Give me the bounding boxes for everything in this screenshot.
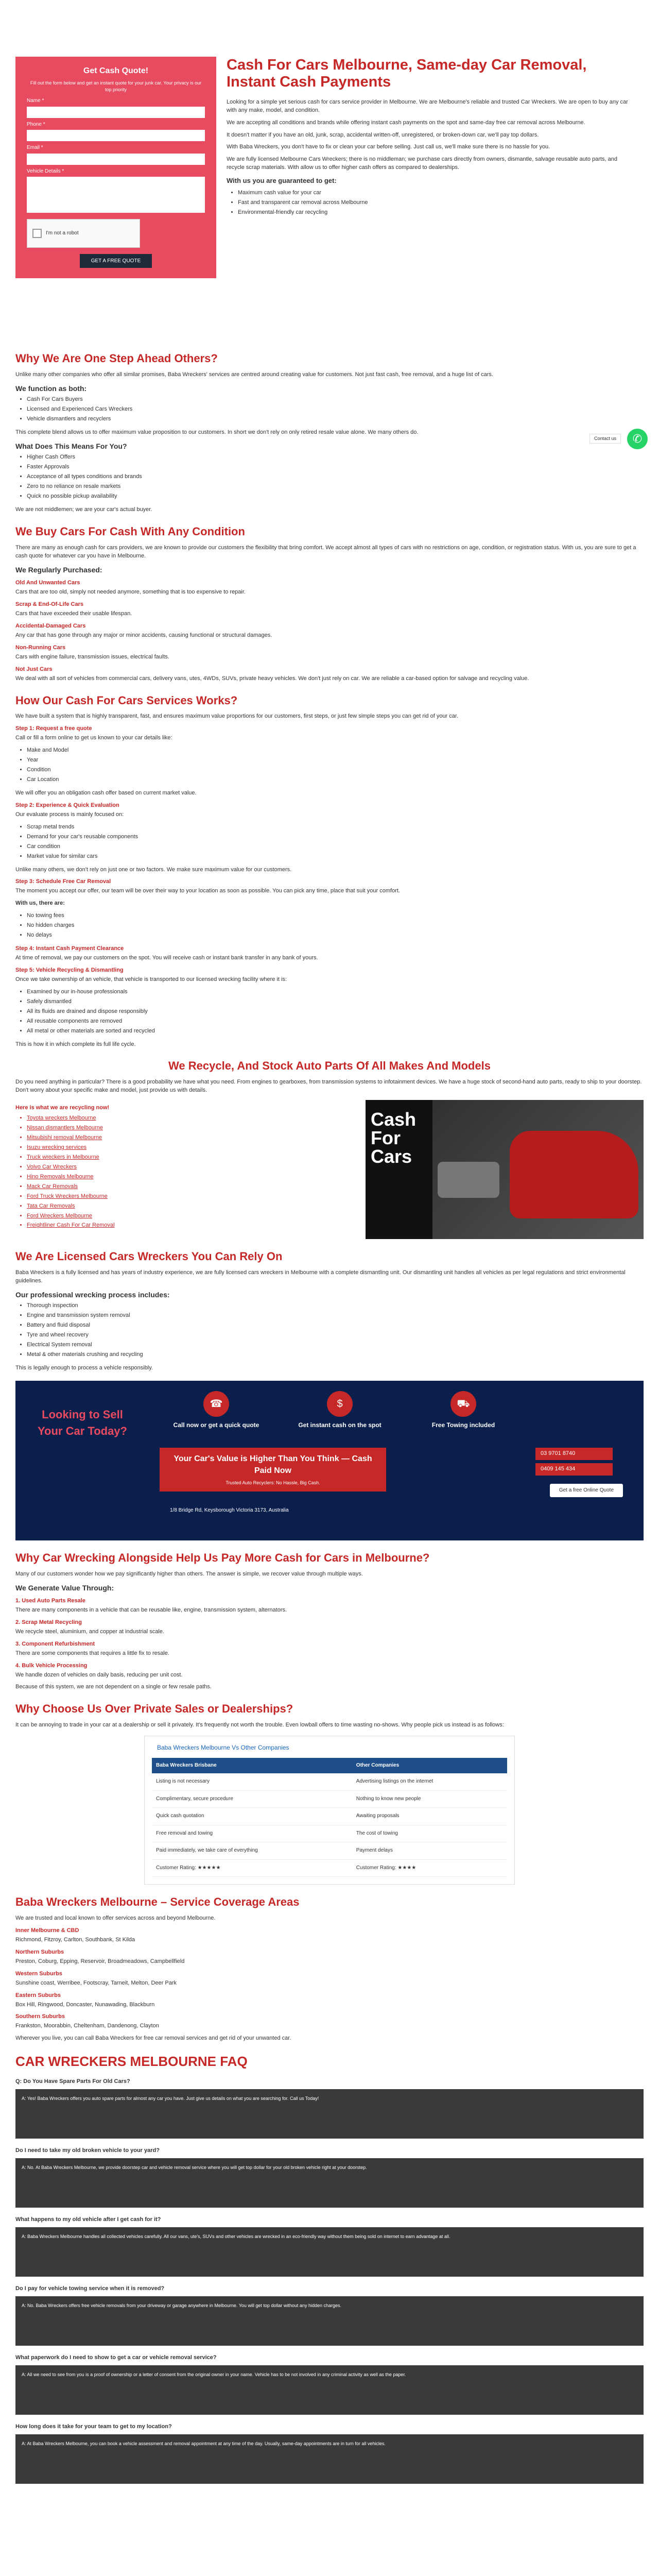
action-label: Call now or get a quick quote bbox=[173, 1421, 259, 1429]
faq-question[interactable]: What paperwork do I need to show to get a car or vehicle removal service? bbox=[15, 2354, 217, 2361]
list-item: • Car condition bbox=[27, 843, 644, 851]
list-item: • Safely dismantled bbox=[27, 998, 644, 1006]
table-cell: Nothing to know new people bbox=[352, 1790, 507, 1808]
brand-link[interactable]: • Hino Removals Melbourne bbox=[27, 1173, 355, 1181]
section-ahead bbox=[15, 350, 644, 514]
hero-p1: Looking for a simple yet serious cash for cars service provider in Melbourne. We are Melbourne's reliable and trusted Car Wreckers. We are open to buy any car with any make, model, and condition. bbox=[227, 98, 628, 113]
section-pay-more bbox=[15, 1550, 644, 1692]
list-item: • All its fluids are drained and dispose responsibly bbox=[27, 1008, 644, 1016]
guarantee-heading: With us you are guaranteed to get: bbox=[227, 177, 337, 185]
table-row bbox=[152, 1790, 507, 1808]
brand-link[interactable]: • Ford Truck Wreckers Melbourne bbox=[27, 1193, 355, 1201]
section-text: It can be annoying to trade in your car at a dealership or sell it privately. It's frequently not worth the trouble. Even lowball offers to time wasting no-shows. Why people pick us instead is as follows: bbox=[15, 1722, 504, 1728]
faq-question[interactable]: How long does it take for your team to get to my location? bbox=[15, 2423, 172, 2430]
section-any-condition bbox=[15, 523, 644, 683]
section-text: Wherever you live, you can call Baba Wreckers for free car removal services and get rid of your unwanted car. bbox=[15, 2035, 291, 2042]
item-title: 1. Used Auto Parts Resale bbox=[15, 1597, 85, 1604]
step-title: Step 1: Request a free quote bbox=[15, 725, 92, 732]
subheading: Our professional wrecking process includes: bbox=[15, 1291, 170, 1299]
brand-link[interactable]: • Tata Car Removals bbox=[27, 1202, 355, 1211]
item-title: Not Just Cars bbox=[15, 666, 53, 672]
area-title: Inner Melbourne & CBD bbox=[15, 1927, 79, 1934]
faq-answer: A: At Baba Wreckers Melbourne, you can book a vehicle assessment and removal appointment at any time of the day. Usually, same-day appointments are in turn for all vehicles. bbox=[15, 2434, 644, 2484]
list-item: • Vehicle dismantlers and recyclers bbox=[27, 415, 644, 423]
captcha-label: I'm not a robot bbox=[46, 230, 79, 236]
mobile-link[interactable]: 0409 145 434 bbox=[535, 1463, 613, 1476]
section-title: Why We Are One Step Ahead Others? bbox=[15, 352, 218, 365]
section-licensed bbox=[15, 1248, 644, 1372]
item-title: 4. Bulk Vehicle Processing bbox=[15, 1662, 88, 1669]
step-after: This is how it in which complete its full life cycle. bbox=[15, 1041, 136, 1047]
faq-answer: A: All we need to see from you is a proof of ownership or a letter of consent from the original owner in your name. Vehicle has to be not involved in any criminal activity as well as the paper. bbox=[15, 2365, 644, 2415]
hero-p4: With Baba Wreckers, you don't have to fix or clean your car before selling. Just call us, we'll make sure there is no hassle for you. bbox=[227, 144, 550, 150]
list-item: • Zero to no reliance on resale markets bbox=[27, 483, 644, 491]
section-coverage bbox=[15, 1894, 644, 2043]
table-caption: Baba Wreckers Melbourne Vs Other Companies bbox=[157, 1744, 289, 1752]
list-item: • Metal & other materials crushing and recycling bbox=[27, 1351, 644, 1359]
faq-question[interactable]: Do I pay for vehicle towing service when it is removed? bbox=[15, 2285, 165, 2292]
faq-answer: A: Baba Wreckers Melbourne handles all collected vehicles carefully. All our vans, ute's, SUVs and other vehicles are wrecked in an eco-friendly way without them being sold on internet to earn advantage at all. bbox=[15, 2227, 644, 2277]
item-text: There are many components in a vehicle that can be reusable like, engine, transmission system, alternators. bbox=[15, 1606, 287, 1613]
item-text: We handle dozen of vehicles on daily basis, reducing per unit cost. bbox=[15, 1671, 183, 1678]
area-text: Richmond, Fitzroy, Carlton, Southbank, St Kilda bbox=[15, 1936, 135, 1943]
area-title: Northern Suburbs bbox=[15, 1948, 64, 1955]
online-quote-button[interactable]: Get a free Online Quote bbox=[550, 1484, 623, 1498]
table-cell: Listing is not necessary bbox=[152, 1773, 352, 1790]
section-text: Because of this system, we are not dependent on a single or few resale paths. bbox=[15, 1684, 212, 1690]
item-text: Cars that have exceeded their usable lifespan. bbox=[15, 610, 132, 617]
section-choose-us bbox=[15, 1701, 644, 1885]
subheading: What Does This Means For You? bbox=[15, 442, 127, 451]
faq-title: CAR WRECKERS MELBOURNE FAQ bbox=[15, 2054, 248, 2070]
brand-link[interactable]: • Isuzu wrecking services bbox=[27, 1144, 355, 1152]
hero-p3: It doesn't matter if you have an old, junk, scrap, accidental written-off, unregistered, or broken-down car, we'll pay top dollars. bbox=[227, 131, 539, 138]
item-text: Cars that are too old, simply not needed anymore, something that is too expensive to repair. bbox=[15, 589, 246, 596]
table-cell: Advertising listings on the internet bbox=[352, 1773, 507, 1790]
list-item: • Acceptance of all types conditions and brands bbox=[27, 473, 644, 481]
step-after: Unlike many others, we don't rely on just one or two factors. We make sure maximum value for our customers. bbox=[15, 866, 292, 873]
item-text: Any car that has gone through any major or minor accidents, causing functional or structural damages. bbox=[15, 632, 272, 638]
list-item: • All reusable components are removed bbox=[27, 1018, 644, 1026]
brand-link[interactable]: • Toyota wreckers Melbourne bbox=[27, 1114, 355, 1123]
section-text: Unlike many other companies who offer all similar promises, Baba Wreckers' services are centred around creating value for customers. Not just fast cash, free removal, and a huge list of cars. bbox=[15, 371, 493, 378]
list-item: • Examined by our in-house professionals bbox=[27, 988, 644, 996]
table-cell: Awaiting proposals bbox=[352, 1808, 507, 1825]
submit-button[interactable]: GET A FREE QUOTE bbox=[80, 254, 152, 268]
banner-heading: Looking to Sell Your Car Today? bbox=[38, 1408, 127, 1437]
section-text: Do you need anything in particular? There is a good probability we have what you need. From engines to gearboxes, from transmission systems to infotainment devices. We have a huge stock of second-hand auto parts, ready to ship to your doorstep. Don't worry about your specific make and model, just provide us with details. bbox=[15, 1079, 642, 1094]
area-title: Southern Suburbs bbox=[15, 2013, 65, 2020]
phone-label: Phone * bbox=[27, 121, 45, 127]
table-row bbox=[152, 1842, 507, 1860]
vehicle-label: Vehicle Details * bbox=[27, 168, 64, 174]
area-text: Frankston, Moorabbin, Cheltenham, Dandenong, Clayton bbox=[15, 2023, 159, 2029]
item-text: We recycle steel, aluminium, and copper at industrial scale. bbox=[15, 1628, 164, 1635]
section-text: We are not middlemen; we are your car's actual buyer. bbox=[15, 506, 152, 513]
list-item: • Quick no possible pickup availability bbox=[27, 493, 644, 501]
section-text: Baba Wreckers is a fully licensed and has years of industry experience, we are fully licensed cars wreckers in Melbourne with a complete dismantling unit. Our dismantling unit handles all vehicles as per legal regulations and strict environmental guidelines. bbox=[15, 1269, 626, 1284]
section-title: Why Choose Us Over Private Sales or Dealerships? bbox=[15, 1702, 293, 1716]
faq-question[interactable]: Do I need to take my old broken vehicle to your yard? bbox=[15, 2147, 160, 2154]
subheading: We Generate Value Through: bbox=[15, 1583, 114, 1592]
list-item: • Cash For Cars Buyers bbox=[27, 396, 644, 404]
step-after: We will offer you an obligation cash offer based on current market value. bbox=[15, 789, 197, 796]
value-heading: Your Car's Value is Higher Than You Think — Cash Paid Now bbox=[174, 1454, 372, 1476]
form-title: Get Cash Quote! bbox=[83, 66, 149, 75]
phone-link[interactable]: 03 9701 8740 bbox=[535, 1448, 613, 1460]
form-note: Fill out the form below and get an instant quote for your junk car. Your privacy is our top priority bbox=[30, 80, 202, 93]
action-label: Free Towing included bbox=[431, 1421, 495, 1429]
faq-answer: A: No. At Baba Wreckers Melbourne, we provide doorstep car and vehicle removal service where you will get top dollar for your old broken vehicle right at your doorstep. bbox=[15, 2158, 644, 2208]
item-text: There are some components that requires a little fix to resale. bbox=[15, 1650, 169, 1656]
area-text: Preston, Coburg, Epping, Reservoir, Broadmeadows, Campbellfield bbox=[15, 1958, 185, 1964]
section-text: We are trusted and local known to offer services across and beyond Melbourne. bbox=[15, 1915, 216, 1922]
cta-banner bbox=[15, 1381, 644, 1540]
section-recycle bbox=[15, 1058, 644, 1239]
subheading: We Regularly Purchased: bbox=[15, 565, 102, 574]
brand-link[interactable]: • Truck wreckers in Melbourne bbox=[27, 1154, 355, 1162]
contact-label[interactable]: Contact us bbox=[589, 434, 621, 444]
item-title: Scrap & End-Of-Life Cars bbox=[15, 601, 84, 608]
table-header: Other Companies bbox=[352, 1758, 507, 1774]
table-row bbox=[152, 1825, 507, 1842]
value-sub: Trusted Auto Recyclers: No Hassle, Big Cash. bbox=[226, 1480, 320, 1486]
brand-link[interactable]: • Mitsubishi removal Melbourne bbox=[27, 1134, 355, 1142]
step-text: At time of removal, we pay our customers on the spot. You will receive cash or instant bank transfer in any bank of yours. bbox=[15, 955, 318, 961]
item-text: We deal with all sort of vehicles from commercial cars, delivery vans, utes, 4WDs, SUVs, private heavy vehicles. We don't just rely on car. We are reliable a car-based option for salvage and recycling value. bbox=[15, 675, 529, 682]
faq-question[interactable]: What happens to my old vehicle after I get cash for it? bbox=[15, 2216, 161, 2223]
image-logo-text: Cash For Cars bbox=[366, 1100, 432, 1239]
brand-link[interactable]: • Freightliner Cash For Car Removal bbox=[27, 1222, 355, 1230]
subheading: Here is what we are recycling now! bbox=[15, 1105, 110, 1111]
section-text: This is legally enough to process a vehicle responsibly. bbox=[15, 1364, 153, 1371]
hero-p5: We are fully licensed Melbourne Cars Wreckers; there is no middleman; we purchase cars directly from owners, dismantle, salvage reusable auto parts, and recycle scrap materials. With allow us to offer higher cash offers as compared to dealerships. bbox=[227, 156, 617, 171]
list-item: • Make and Model bbox=[27, 747, 644, 755]
comparison-table bbox=[144, 1736, 515, 1885]
table-cell: The cost of towing bbox=[352, 1825, 507, 1842]
phone-input[interactable] bbox=[27, 130, 205, 141]
list-item: • Condition bbox=[27, 766, 644, 774]
item-title: Non-Running Cars bbox=[15, 644, 66, 651]
table-cell: Complimentary, secure procedure bbox=[152, 1790, 352, 1808]
list-item: • No hidden charges bbox=[27, 922, 644, 930]
brand-link[interactable]: • Volvo Car Wreckers bbox=[27, 1163, 355, 1172]
list-item: • Market value for similar cars bbox=[27, 853, 644, 861]
address: 1/8 Bridge Rd, Keysborough Victoria 3173, Australia bbox=[170, 1507, 289, 1513]
list-item: • Thorough inspection bbox=[27, 1302, 644, 1310]
step-title: Step 4: Instant Cash Payment Clearance bbox=[15, 945, 124, 952]
step-text: The moment you accept our offer, our team will be over their way to your location as soon as possible. You can pick any time, place that suit your comfort. bbox=[15, 888, 400, 894]
item-title: Old And Unwanted Cars bbox=[15, 580, 80, 586]
list-item: • Tyre and wheel recovery bbox=[27, 1331, 644, 1340]
step-text: Call or fill a form online to get us known to your car details like: bbox=[15, 735, 172, 741]
section-text: Many of our customers wonder how we pay significantly higher than others. The answer is simple, we recover value through multiple ways. bbox=[15, 1570, 363, 1577]
captcha[interactable] bbox=[27, 219, 140, 248]
step-title: Step 3: Schedule Free Car Removal bbox=[15, 878, 111, 885]
list-item: • Engine and transmission system removal bbox=[27, 1312, 644, 1320]
cash-icon: $ bbox=[327, 1391, 353, 1417]
table-header: Baba Wreckers Brisbane bbox=[152, 1758, 352, 1774]
guarantee-item: • Fast and transparent car removal across Melbourne bbox=[238, 199, 633, 207]
section-text: There are many as enough cash for cars providers, we are known to provide our customers the flexibility that bring comfort. We accept almost all types of cars with no restrictions on age, condition, or registration status. With us, you are sure to get a cash quote for whatever car you have in Melbourne. bbox=[15, 544, 636, 559]
list-item: • Year bbox=[27, 756, 644, 765]
table-cell: Free removal and towing bbox=[152, 1825, 352, 1842]
subheading: With us, there are: bbox=[15, 900, 65, 907]
hero-p2: We are accepting all conditions and brands while offering instant cash payments on the spot and same-day free car removal across Melbourne. bbox=[227, 119, 585, 126]
car-shape bbox=[510, 1131, 638, 1218]
name-input[interactable] bbox=[27, 107, 205, 118]
item-title: 3. Component Refurbishment bbox=[15, 1640, 95, 1647]
area-title: Eastern Suburbs bbox=[15, 1992, 61, 1998]
area-text: Sunshine coast, Werribee, Footscray, Tarneit, Melton, Deer Park bbox=[15, 1979, 177, 1986]
faq-answer: A: Yes! Baba Wreckers offers you auto spare parts for almost any car you have. Just give us details on what you are searching for. Call us Today! bbox=[15, 2089, 644, 2139]
page-title: Cash For Cars Melbourne, Same-day Car Removal, Instant Cash Payments bbox=[227, 57, 587, 91]
section-title: Why Car Wrecking Alongside Help Us Pay More Cash for Cars in Melbourne? bbox=[15, 1551, 430, 1564]
list-item: • Car Location bbox=[27, 776, 644, 784]
table-cell: Payment delays bbox=[352, 1842, 507, 1860]
step-text: Our evaluate process is mainly focused on: bbox=[15, 811, 124, 818]
list-item: • Licensed and Experienced Cars Wreckers bbox=[27, 405, 644, 414]
phone-icon: ☎ bbox=[203, 1391, 229, 1417]
section-title: We Recycle, And Stock Auto Parts Of All Makes And Models bbox=[168, 1059, 491, 1073]
subheading: We function as both: bbox=[15, 384, 87, 393]
email-label: Email * bbox=[27, 145, 43, 151]
area-title: Western Suburbs bbox=[15, 1970, 62, 1977]
cash-action[interactable] bbox=[293, 1391, 386, 1430]
brand-link[interactable]: • Ford Wreckers Melbourne bbox=[27, 1212, 355, 1221]
step-title: Step 5: Vehicle Recycling & Dismantling bbox=[15, 967, 124, 973]
email-input[interactable] bbox=[27, 154, 205, 165]
list-item: • No delays bbox=[27, 931, 644, 940]
list-item: • Faster Approvals bbox=[27, 463, 644, 471]
table-row bbox=[152, 1773, 507, 1790]
brand-link[interactable]: • Nissan dismantlers Melbourne bbox=[27, 1124, 355, 1132]
table-cell: Paid immediately, we take care of everything bbox=[152, 1842, 352, 1860]
section-title: Baba Wreckers Melbourne – Service Coverage Areas bbox=[15, 1895, 300, 1909]
table-row bbox=[152, 1859, 507, 1877]
faq-question[interactable]: Q: Do You Have Spare Parts For Old Cars? bbox=[15, 2078, 130, 2084]
table-cell: Customer Rating: ★★★★★ bbox=[152, 1859, 352, 1877]
step-text: Once we take ownership of an vehicle, that vehicle is transported to our licensed wrecking facility where it is: bbox=[15, 976, 287, 982]
faq-answer: A: No. Baba Wreckers offers free vehicle removals from your driveway or garage anywhere in Melbourne. You will get top dollar without any hidden charges. bbox=[15, 2296, 644, 2346]
list-item: • Battery and fluid disposal bbox=[27, 1321, 644, 1330]
section-text: This complete blend allows us to offer maximum value proposition to our customers. In short we don't rely on only retired resale value alone. We many others do. bbox=[15, 429, 419, 436]
quote-form bbox=[15, 57, 216, 278]
step-title: Step 2: Experience & Quick Evaluation bbox=[15, 802, 119, 808]
faq-section bbox=[15, 2052, 644, 2483]
table-cell: Customer Rating: ★★★★ bbox=[352, 1859, 507, 1877]
list-item: • All metal or other materials are sorted and recycled bbox=[27, 1027, 644, 1036]
section-title: We Are Licensed Cars Wreckers You Can Rely On bbox=[15, 1250, 283, 1263]
area-text: Box Hill, Ringwood, Doncaster, Nunawading, Blackburn bbox=[15, 2001, 155, 2008]
action-label: Get instant cash on the spot bbox=[298, 1421, 381, 1429]
list-item: • Demand for your car's reusable components bbox=[27, 833, 644, 841]
item-title: Accidental-Damaged Cars bbox=[15, 622, 86, 629]
list-item: • Electrical System removal bbox=[27, 1341, 644, 1349]
section-text: We have built a system that is highly transparent, fast, and ensures maximum value proportions for our customers, first steps, or just few simple steps you can get rid of your car. bbox=[15, 713, 459, 720]
item-title: 2. Scrap Metal Recycling bbox=[15, 1619, 82, 1625]
section-how-it-works bbox=[15, 692, 644, 1049]
car-shape bbox=[438, 1162, 499, 1198]
cash-for-cars-image bbox=[366, 1100, 644, 1239]
section-title: We Buy Cars For Cash With Any Condition bbox=[15, 525, 245, 538]
table-row bbox=[152, 1808, 507, 1825]
value-box bbox=[160, 1448, 386, 1492]
truck-icon: ⛟ bbox=[450, 1391, 476, 1417]
hero-section bbox=[15, 0, 644, 278]
list-item: • Scrap metal trends bbox=[27, 823, 644, 832]
vehicle-details-textarea[interactable] bbox=[27, 177, 205, 213]
guarantee-item: • Maximum cash value for your car bbox=[238, 189, 633, 197]
call-action[interactable] bbox=[170, 1391, 263, 1430]
towing-action[interactable] bbox=[417, 1391, 510, 1430]
table-cell: Quick cash quotation bbox=[152, 1808, 352, 1825]
item-text: Cars with engine failure, transmission issues, electrical faults. bbox=[15, 653, 169, 660]
guarantee-item: • Environmental-friendly car recycling bbox=[238, 209, 633, 217]
name-label: Name * bbox=[27, 98, 44, 104]
whatsapp-icon[interactable]: ✆ bbox=[627, 429, 648, 449]
section-title: How Our Cash For Cars Services Works? bbox=[15, 693, 238, 707]
list-item: • Higher Cash Offers bbox=[27, 453, 644, 462]
captcha-checkbox[interactable] bbox=[32, 229, 42, 238]
brand-link[interactable]: • Mack Car Removals bbox=[27, 1183, 355, 1191]
list-item: • No towing fees bbox=[27, 912, 644, 920]
